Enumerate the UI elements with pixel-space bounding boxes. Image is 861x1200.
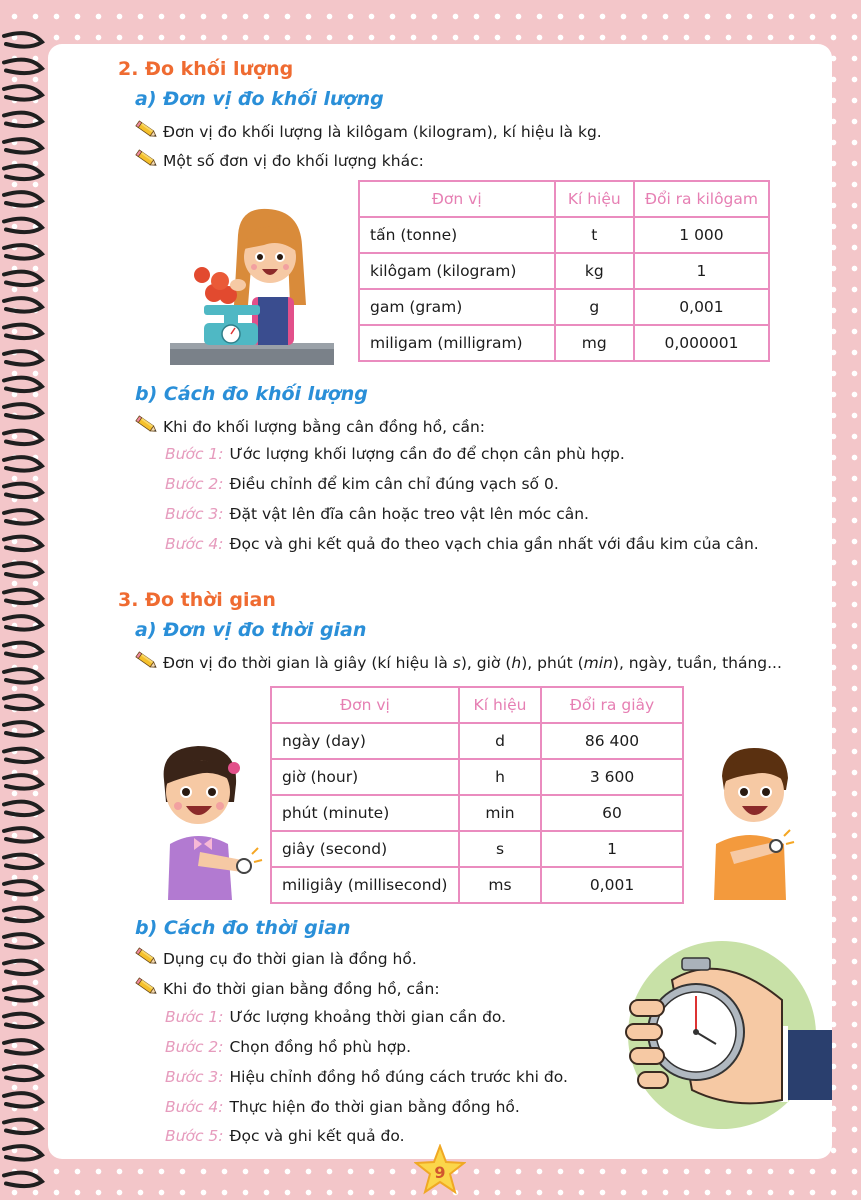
- cell-symbol: mg: [555, 325, 634, 361]
- spiral-ring: [4, 590, 42, 603]
- boy-with-watch-illustration: [700, 740, 810, 900]
- spiral-ring: [4, 881, 42, 894]
- spiral-ring: [4, 351, 42, 364]
- girl-with-watch-illustration: [140, 740, 268, 900]
- table-row: [359, 289, 769, 325]
- spiral-ring: [4, 643, 42, 656]
- cell-value: 86 400: [541, 723, 683, 759]
- cell-unit: miligam (milligram): [359, 325, 555, 361]
- spiral-ring: [4, 139, 42, 152]
- cell-value: 1 000: [634, 217, 769, 253]
- section2-title: 2. Đo khối lượng: [118, 58, 294, 80]
- mass-step-4: Bước 4: Đọc và ghi kết quả đo theo vạch chia gần nhất với đầu kim của cân.: [165, 535, 759, 553]
- cell-symbol: g: [555, 289, 634, 325]
- mass-step-3: Bước 3: Đặt vật lên đĩa cân hoặc treo vật lên móc cân.: [165, 505, 589, 523]
- spiral-ring: [4, 219, 42, 232]
- spiral-ring: [4, 510, 42, 523]
- spiral-ring: [4, 1067, 42, 1080]
- spiral-ring: [4, 245, 42, 258]
- spiral-ring: [4, 60, 42, 73]
- spiral-ring: [4, 1173, 42, 1186]
- spiral-ring: [4, 828, 42, 841]
- spiral-ring: [4, 749, 42, 762]
- table-header-row: [271, 687, 683, 723]
- cell-value: 1: [541, 831, 683, 867]
- spiral-ring: [4, 775, 42, 788]
- cell-symbol: ms: [459, 867, 541, 903]
- spiral-ring: [4, 298, 42, 311]
- table-row: [359, 325, 769, 361]
- table-row: [359, 253, 769, 289]
- table-row: [271, 759, 683, 795]
- spiral-ring: [4, 961, 42, 974]
- cell-unit: gam (gram): [359, 289, 555, 325]
- cell-value: 1: [634, 253, 769, 289]
- table-row: [359, 217, 769, 253]
- cell-value: 0,000001: [634, 325, 769, 361]
- cell-symbol: h: [459, 759, 541, 795]
- pencil-icon: [135, 651, 159, 671]
- spiral-ring: [4, 987, 42, 1000]
- mass-step-1: Bước 1: Ước lượng khối lượng cần đo để chọn cân phù hợp.: [165, 445, 625, 463]
- section3-title: 3. Đo thời gian: [118, 589, 276, 611]
- cell-value: 3 600: [541, 759, 683, 795]
- spiral-binding: [0, 0, 48, 1200]
- bullet-other-mass-units: Một số đơn vị đo khối lượng khác:: [135, 149, 424, 170]
- table-row: [271, 723, 683, 759]
- cell-unit: giờ (hour): [271, 759, 459, 795]
- page-number-star: [414, 1144, 466, 1196]
- pencil-icon: [135, 947, 159, 967]
- spiral-ring: [4, 378, 42, 391]
- spiral-ring: [4, 908, 42, 921]
- bullet-time-unit: Đơn vị đo thời gian là giây (kí hiệu là s), giờ (h), phút (min), ngày, tuần, tháng...: [135, 651, 782, 672]
- spiral-ring: [4, 166, 42, 179]
- spiral-ring: [4, 272, 42, 285]
- spiral-ring: [4, 563, 42, 576]
- pencil-icon: [135, 415, 159, 435]
- bullet-time-tool: Dụng cụ đo thời gian là đồng hồ.: [135, 947, 417, 968]
- header-symbol: Kí hiệu: [459, 687, 541, 723]
- spiral-ring: [4, 1146, 42, 1159]
- time-step-4: Bước 4: Thực hiện đo thời gian bằng đồng hồ.: [165, 1098, 520, 1116]
- header-convert-kg: Đổi ra kilôgam: [634, 181, 769, 217]
- table-row: [271, 867, 683, 903]
- spiral-ring: [4, 431, 42, 444]
- spiral-ring: [4, 696, 42, 709]
- section3-sub-b-title: b) Cách đo thời gian: [135, 917, 351, 939]
- section3-sub-a-title: a) Đơn vị đo thời gian: [135, 619, 367, 641]
- pencil-icon: [135, 149, 159, 169]
- spiral-ring: [4, 33, 42, 46]
- cell-unit: tấn (tonne): [359, 217, 555, 253]
- mass-step-2: Bước 2: Điều chỉnh để kim cân chỉ đúng vạch số 0.: [165, 475, 559, 493]
- cell-unit: giây (second): [271, 831, 459, 867]
- spiral-ring: [4, 404, 42, 417]
- table-row: [271, 795, 683, 831]
- spiral-ring: [4, 1014, 42, 1027]
- spiral-ring: [4, 484, 42, 497]
- bullet-mass-unit: Đơn vị đo khối lượng là kilôgam (kilogram), kí hiệu là kg.: [135, 120, 602, 141]
- cell-value: 60: [541, 795, 683, 831]
- cell-unit: miligiây (millisecond): [271, 867, 459, 903]
- pencil-icon: [135, 977, 159, 997]
- spiral-ring: [4, 86, 42, 99]
- girl-with-scale-illustration: [168, 205, 338, 367]
- table-row: [271, 831, 683, 867]
- cell-unit: kilôgam (kilogram): [359, 253, 555, 289]
- mass-intro: Khi đo khối lượng bằng cân đồng hồ, cần:: [135, 415, 485, 436]
- spiral-ring: [4, 855, 42, 868]
- spiral-ring: [4, 192, 42, 205]
- spiral-ring: [4, 113, 42, 126]
- cell-unit: phút (minute): [271, 795, 459, 831]
- cell-symbol: kg: [555, 253, 634, 289]
- spiral-ring: [4, 537, 42, 550]
- pencil-icon: [135, 120, 159, 140]
- cell-symbol: d: [459, 723, 541, 759]
- spiral-ring: [4, 669, 42, 682]
- time-step-1: Bước 1: Ước lượng khoảng thời gian cần đo.: [165, 1008, 507, 1026]
- page-number: 9: [434, 1163, 446, 1182]
- spiral-ring: [4, 722, 42, 735]
- spiral-ring: [4, 1040, 42, 1053]
- spiral-ring: [4, 934, 42, 947]
- cell-symbol: t: [555, 217, 634, 253]
- spiral-ring: [4, 616, 42, 629]
- bullet-time-intro: Khi đo thời gian bằng đồng hồ, cần:: [135, 977, 440, 998]
- stopwatch-hand-illustration: [612, 940, 832, 1130]
- spiral-ring: [4, 1120, 42, 1133]
- header-unit: Đơn vị: [359, 181, 555, 217]
- section2-sub-a-title: a) Đơn vị đo khối lượng: [135, 88, 384, 110]
- cell-symbol: min: [459, 795, 541, 831]
- time-step-5: Bước 5: Đọc và ghi kết quả đo.: [165, 1127, 405, 1145]
- time-step-3: Bước 3: Hiệu chỉnh đồng hồ đúng cách trước khi đo.: [165, 1068, 568, 1086]
- cell-value: 0,001: [634, 289, 769, 325]
- spiral-ring: [4, 1093, 42, 1106]
- cell-symbol: s: [459, 831, 541, 867]
- spiral-ring: [4, 325, 42, 338]
- header-symbol: Kí hiệu: [555, 181, 634, 217]
- time-step-2: Bước 2: Chọn đồng hồ phù hợp.: [165, 1038, 411, 1056]
- cell-value: 0,001: [541, 867, 683, 903]
- cell-unit: ngày (day): [271, 723, 459, 759]
- table-header-row: [359, 181, 769, 217]
- time-units-table: [270, 686, 684, 904]
- spiral-ring: [4, 457, 42, 470]
- mass-units-table: [358, 180, 770, 362]
- spiral-ring: [4, 802, 42, 815]
- section2-sub-b-title: b) Cách đo khối lượng: [135, 383, 368, 405]
- header-convert-seconds: Đổi ra giây: [541, 687, 683, 723]
- header-unit: Đơn vị: [271, 687, 459, 723]
